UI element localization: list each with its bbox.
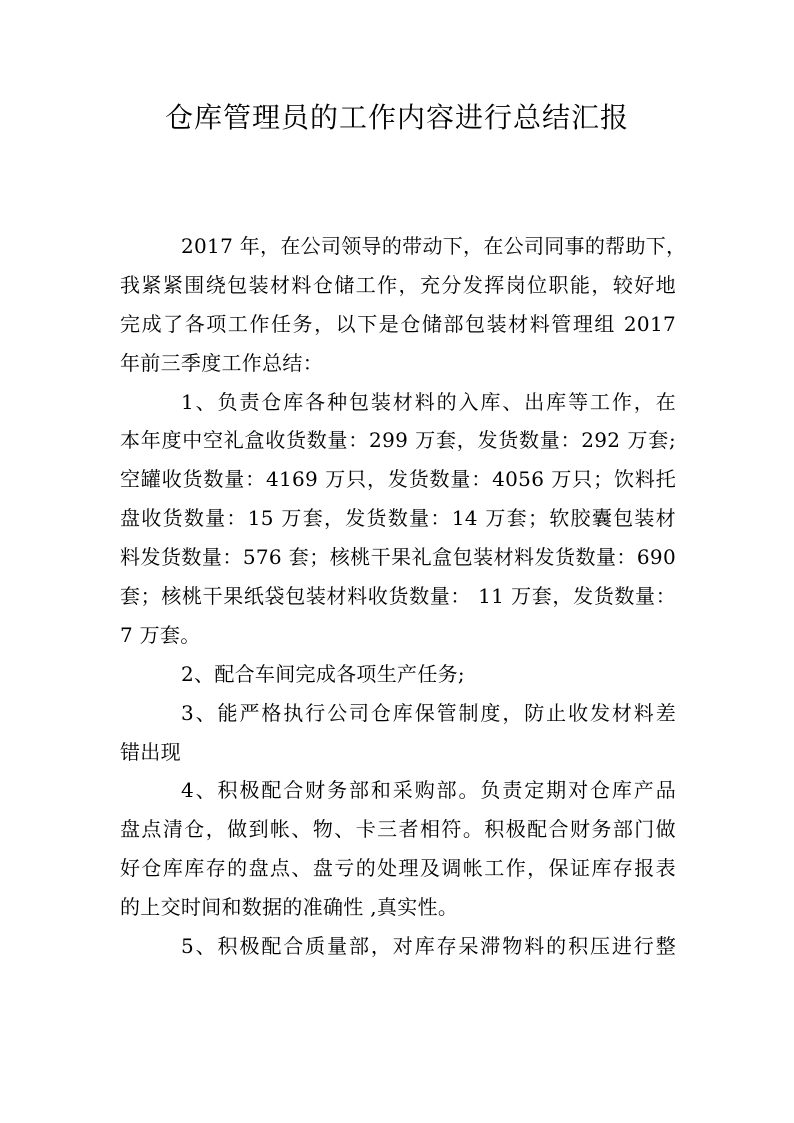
paragraph-line: 错出现 [120, 739, 181, 764]
paragraph-line: 2、配合车间完成各项生产任务; [181, 661, 465, 686]
paragraph-line: 料发货数量：576 套；核桃干果礼盒包装材料发货数量：690 [120, 545, 676, 570]
document-body [120, 227, 687, 966]
paragraph-line: 完成了各项工作任务，以下是仓储部包装材料管理组 2017 [120, 311, 676, 336]
paragraph-line: 7 万套。 [120, 622, 201, 647]
paragraph-line: 的上交时间和数据的准确性 ,真实性。 [120, 895, 459, 920]
paragraph-intro [120, 227, 687, 383]
paragraph-line: 盘点清仓，做到帐、物、卡三者相符。积极配合财务部门做 [120, 817, 676, 842]
paragraph-line: 套；核桃干果纸袋包装材料收货数量： 11 万套，发货数量： [120, 584, 676, 609]
paragraph-line: 1、负责仓库各种包装材料的入库、出库等工作，在 [181, 389, 676, 414]
paragraph-line: 好仓库库存的盘点、盘亏的处理及调帐工作，保证库存报表 [120, 856, 676, 881]
paragraph-line: 盘收货数量：15 万套，发货数量：14 万套；软胶囊包装材 [120, 506, 676, 531]
paragraph-line: 年前三季度工作总结： [120, 350, 323, 375]
paragraph-line: 本年度中空礼盒收货数量：299 万套，发货数量：292 万套; [120, 428, 676, 453]
paragraph-item-5 [120, 927, 676, 966]
paragraph-item-2 [120, 655, 676, 694]
paragraph-item-3 [120, 694, 676, 772]
paragraph-line: 4、积极配合财务部和采购部。负责定期对仓库产品 [181, 778, 676, 803]
document-title: 仓库管理员的工作内容进行总结汇报 [164, 101, 629, 134]
paragraph-line: 空罐收货数量：4169 万只，发货数量：4056 万只；饮料托 [120, 467, 676, 492]
paragraph-line: 5、积极配合质量部，对库存呆滞物料的积压进行整 [181, 934, 676, 959]
paragraph-item-1 [120, 383, 676, 655]
paragraph-line: 2017 年，在公司领导的带动下，在公司同事的帮助下， [181, 234, 687, 258]
paragraph-item-4 [120, 771, 676, 927]
paragraph-line: 3、能严格执行公司仓库保管制度，防止收发材料差 [181, 700, 676, 725]
paragraph-line: 我紧紧围绕包装材料仓储工作，充分发挥岗位职能，较好地 [120, 272, 676, 297]
